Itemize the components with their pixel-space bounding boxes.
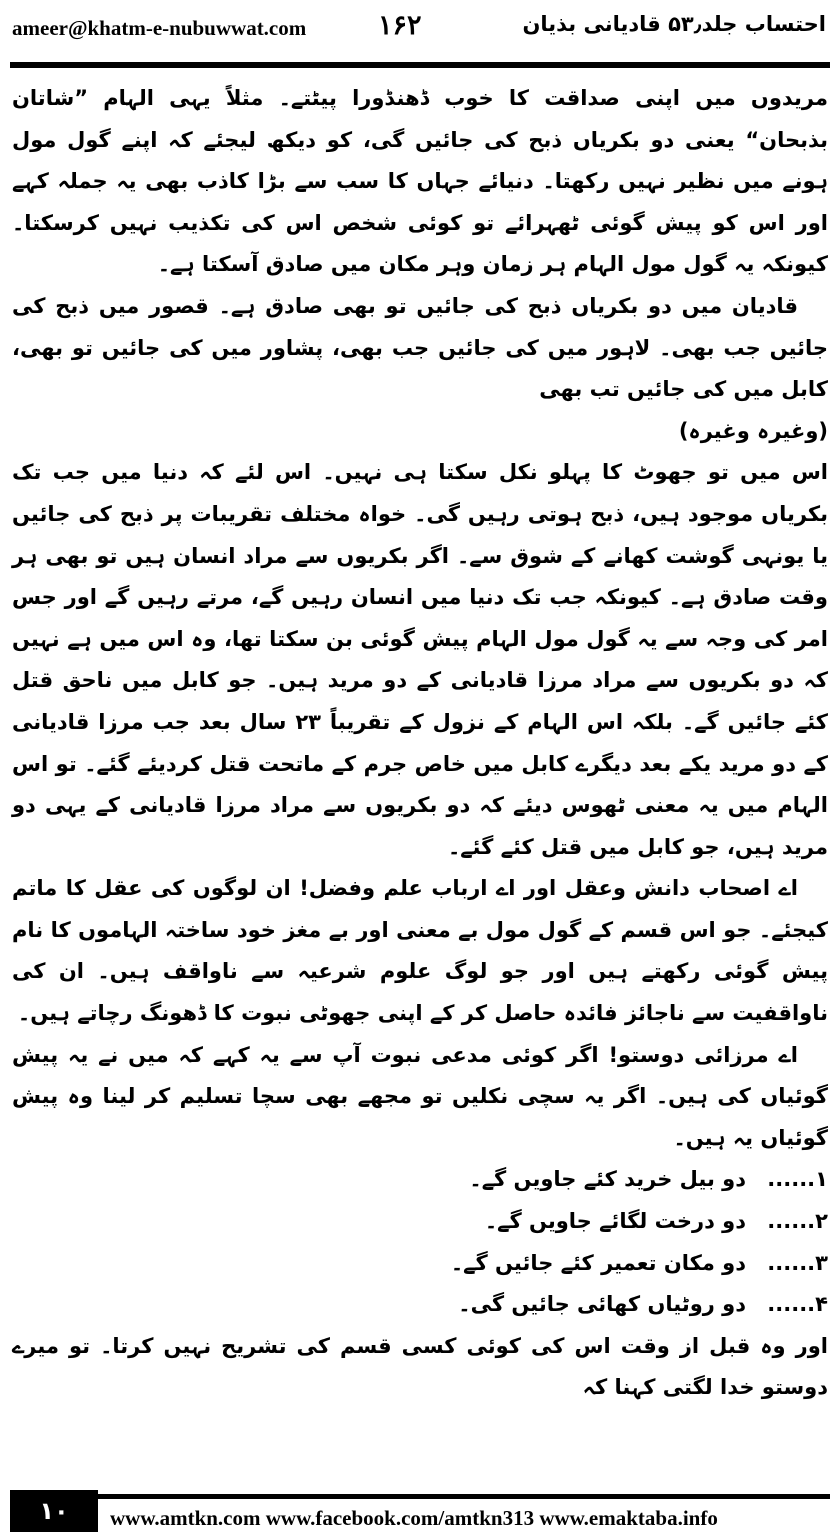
paragraph-2-etc: (وغیرہ وغیرہ) xyxy=(678,418,828,443)
list-item-number: ۳...... xyxy=(767,1250,828,1275)
list-item xyxy=(12,1201,828,1243)
list-item-number: ۴...... xyxy=(767,1292,828,1317)
list-item-number: ۲...... xyxy=(767,1209,828,1234)
page-body xyxy=(12,78,828,1453)
list-item xyxy=(12,1284,828,1326)
footer-divider xyxy=(98,1494,830,1499)
paragraph-5: اے مرزائی دوستو! اگر کوئی مدعی نبوت آپ سے یہ کہے کہ میں نے یہ پیش گوئیاں کی ہیں۔ اگر یہ سچی نکلیں تو مجھے بھی سچا تسلیم کر لینا وہ پیش گوئیاں یہ ہیں۔ xyxy=(12,1042,828,1150)
prophecy-list xyxy=(12,1159,828,1325)
list-item-text: دو بیل خرید کئے جاویں گے۔ xyxy=(469,1167,746,1192)
page-footer xyxy=(10,1490,830,1532)
list-item-text: دو مکان تعمیر کئے جائیں گے۔ xyxy=(450,1250,746,1275)
list-item xyxy=(12,1243,828,1285)
list-item-number: ۱...... xyxy=(767,1167,828,1192)
paragraph-2: قادیان میں دو بکریاں ذبح کی جائیں تو بھی صادق ہے۔ قصور میں ذبح کی جائیں جب بھی۔ لاہور میں کی جائیں جب بھی، پشاور میں کی جائیں تو بھی، کابل میں کی جائیں تب بھی xyxy=(12,293,828,402)
header-page-number: ۱۶۲ xyxy=(378,10,422,41)
list-item xyxy=(12,1159,828,1201)
header-divider xyxy=(10,62,830,68)
paragraph-3: اس میں تو جھوٹ کا پہلو نکل سکتا ہی نہیں۔ اس لئے کہ دنیا میں جب تک بکریاں موجود ہیں، ذبح ہوتی رہیں گی۔ خواہ مختلف تقریبات پر ذبح کی جائیں یا یونہی گوشت کھانے کے شوق سے۔ اگر بکریوں سے مراد انسان ہیں تو بھی ہر وقت صادق ہے۔ کیونکہ جب تک دنیا میں انسان رہیں گے، مرتے رہیں گے اور جس امر کی وجہ سے یہ گول مول الہام پیش گوئی بن سکتا تھا، وہ اس میں ہے نہیں کہ دو بکریوں سے مراد مرزا قادیانی کے دو مرید ہیں۔ جو کابل میں ناحق قتل کئے جائیں گے۔ بلکہ اس الہام کے نزول کے تقریباً ۲۳ سال بعد جب مرزا قادیانی کے دو مرید یکے بعد دیگرے کابل میں خاص جرم کے ماتحت قتل کردیئے گئے۔ تو اس الہام میں یہ معنی ٹھوس دیئے کہ دو بکریوں سے مراد مرزا قادیانی کے یہی دو مرید ہیں، جو کابل میں قتل کئے گئے۔ xyxy=(12,460,829,859)
header-book-title: احتساب جلد۵۳٫ قادیانی بذیان xyxy=(522,12,826,36)
paragraph-6: اور وہ قبل از وقت اس کی کوئی کسی قسم کی تشریح نہیں کرتا۔ تو میرے دوستو خدا لگتی کہنا کہ xyxy=(12,1333,828,1400)
header-email: ameer@khatm-e-nubuwwat.com xyxy=(12,16,307,40)
footer-page-box: ۱۰ xyxy=(10,1490,98,1532)
list-item-text: دو درخت لگائے جاویں گے۔ xyxy=(484,1209,746,1234)
footer-links[interactable]: www.amtkn.com www.facebook.com/amtkn313 www.emaktaba.info xyxy=(110,1506,718,1530)
list-item-text: دو روٹیاں کھائی جائیں گی۔ xyxy=(458,1292,746,1317)
paragraph-4: اے اصحاب دانش وعقل اور اے ارباب علم وفضل! ان لوگوں کی عقل کا ماتم کیجئے۔ جو اس قسم کے گول مول بے معنی اور بے مغز خود ساختہ الہاموں کا نام پیش گوئی رکھتے ہیں اور جو لوگ علوم شرعیہ سے ناواقف ہیں۔ ان کی ناواقفیت سے ناجائز فائدہ حاصل کر کے اپنی جھوٹی نبوت کا ڈھونگ رچاتے ہیں۔ xyxy=(12,876,828,1026)
page-header xyxy=(10,8,830,54)
paragraph-1: مریدوں میں اپنی صداقت کا خوب ڈھنڈورا پیٹتے۔ مثلاً یہی الہام ”شاتان بذبحان“ یعنی دو بکریاں ذبح کی جائیں گی، کو دیکھ لیجئے کہ اپنے گول مول ہونے میں نظیر نہیں رکھتا۔ دنیائے جہاں کا سب سے بڑا کاذب بھی یہ جملہ کہے اور اس کو پیش گوئی ٹھہرائے تو کوئی شخص اس کی تکذیب نہیں کرسکتا۔ کیونکہ یہ گول مول الہام ہر زمان وہر مکان میں صادق آسکتا ہے۔ xyxy=(12,86,828,277)
